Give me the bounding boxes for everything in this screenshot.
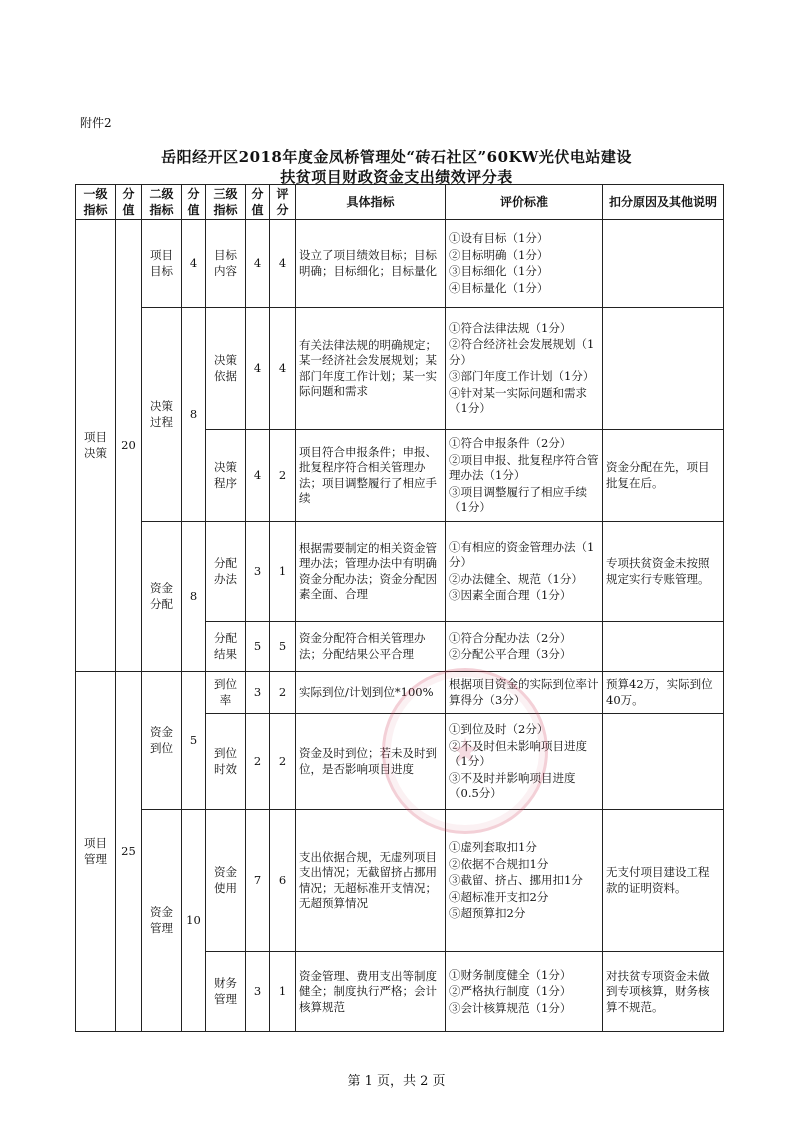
- l2-score: 10: [182, 810, 206, 1032]
- rating: 1: [270, 952, 296, 1032]
- remark: 专项扶贫资金未按照规定实行专账管理。: [603, 522, 724, 622]
- header-score3: 分值: [246, 185, 270, 220]
- l1-name: 项目决策: [76, 220, 116, 672]
- criteria: [446, 622, 603, 672]
- header-score1: 分值: [116, 185, 142, 220]
- remark: 预算42万，实际到位40万。: [603, 672, 724, 714]
- remark: 对扶贫专项资金未做到专项核算，财务核算不规范。: [603, 952, 724, 1032]
- rating: 2: [270, 430, 296, 522]
- rating: 2: [270, 672, 296, 714]
- criteria: [446, 952, 603, 1032]
- header-row: [76, 185, 724, 220]
- rating: 5: [270, 622, 296, 672]
- indicator: 资金管理、费用支出等制度健全；制度执行严格；会计核算规范: [296, 952, 446, 1032]
- l3-score: 2: [246, 714, 270, 810]
- l3-name: 分配结果: [206, 622, 246, 672]
- l3-name: 目标内容: [206, 220, 246, 308]
- criteria-item: ②符合经济社会发展规划（1分）: [449, 337, 595, 367]
- l2-score: 8: [182, 308, 206, 522]
- remark: 无支付项目建设工程款的证明资料。: [603, 810, 724, 952]
- criteria-item: ①符合法律法规（1分）: [449, 320, 572, 335]
- criteria-item: ②分配公平合理（3分）: [449, 647, 572, 662]
- l3-name: 到位率: [206, 672, 246, 714]
- header-score2: 分值: [182, 185, 206, 220]
- table-row: [76, 220, 724, 308]
- attachment-label: 附件2: [80, 116, 112, 130]
- l1-name: 项目管理: [76, 672, 116, 1032]
- l2-score: 8: [182, 522, 206, 672]
- criteria-item: ⑤超预算扣2分: [449, 906, 526, 921]
- criteria-item: ③项目调整履行了相应手续（1分）: [449, 484, 587, 515]
- criteria-item: ④目标量化（1分）: [449, 280, 549, 295]
- criteria-item: ②项目申报、批复程序符合管理办法（1分）: [449, 452, 599, 483]
- criteria-item: ①有相应的资金管理办法（1分）: [449, 539, 595, 570]
- criteria-item: ②办法健全、规范（1分）: [449, 571, 583, 586]
- criteria-item: ③部门年度工作计划（1分）: [449, 369, 595, 384]
- l3-name: 到位时效: [206, 714, 246, 810]
- indicator: 支出依据合规，无虚列项目支出情况；无截留挤占挪用情况；无超标准开支情况；无超预算情况: [296, 810, 446, 952]
- criteria-item: ①虚列套取扣1分: [449, 840, 537, 855]
- l2-score: 5: [182, 672, 206, 810]
- criteria: [446, 714, 603, 810]
- criteria-item: ②依据不合规扣1分: [449, 856, 549, 871]
- l3-score: 4: [246, 308, 270, 430]
- header-level3: 三级指标: [206, 185, 246, 220]
- l3-score: 5: [246, 622, 270, 672]
- rating: 2: [270, 714, 296, 810]
- criteria-item: ④针对某一实际问题和需求（1分）: [449, 385, 587, 416]
- l3-score: 3: [246, 952, 270, 1032]
- table-row: [76, 810, 724, 952]
- criteria: [446, 220, 603, 308]
- criteria-item: ①符合分配办法（2分）: [449, 630, 572, 645]
- remark: 资金分配在先，项目批复在后。: [603, 430, 724, 522]
- l3-score: 4: [246, 220, 270, 308]
- l2-name: 资金管理: [142, 810, 182, 1032]
- rating: 6: [270, 810, 296, 952]
- criteria-item: ②严格执行制度（1分）: [449, 984, 572, 999]
- criteria: [446, 308, 603, 430]
- criteria-item: ①到位及时（2分）: [449, 722, 549, 737]
- l3-score: 4: [246, 430, 270, 522]
- criteria-item: ③会计核算规范（1分）: [449, 1000, 572, 1015]
- table-row: [76, 308, 724, 430]
- rating: 1: [270, 522, 296, 622]
- criteria: [446, 430, 603, 522]
- l3-score: 7: [246, 810, 270, 952]
- l2-name: 资金到位: [142, 672, 182, 810]
- header-criteria: 评价标准: [446, 185, 603, 220]
- page-title-line1: 岳阳经开区2018年度金凤桥管理处“砖石社区”60KW光伏电站建设: [161, 148, 632, 166]
- l3-name: 财务管理: [206, 952, 246, 1032]
- criteria-item: ③目标细化（1分）: [449, 264, 549, 279]
- criteria-item: ②不及时但未影响项目进度（1分）: [449, 738, 587, 769]
- header-level2: 二级指标: [142, 185, 182, 220]
- l1-score: 20: [116, 220, 142, 672]
- table-row: [76, 672, 724, 714]
- page-title-line2: 扶贫项目财政资金支出绩效评分表: [280, 168, 513, 186]
- criteria-item: ①设有目标（1分）: [449, 231, 549, 246]
- l2-name: 资金分配: [142, 522, 182, 672]
- criteria: [446, 672, 603, 714]
- header-indicator: 具体指标: [296, 185, 446, 220]
- criteria-item: ①符合申报条件（2分）: [449, 436, 572, 451]
- indicator: 资金分配符合相关管理办法；分配结果公平合理: [296, 622, 446, 672]
- criteria-item: 根据项目资金的实际到位率计算得分（3分）: [449, 677, 599, 707]
- l3-name: 决策程序: [206, 430, 246, 522]
- evaluation-table: [75, 184, 724, 1032]
- header-rating: 评分: [270, 185, 296, 220]
- l3-name: 资金使用: [206, 810, 246, 952]
- l3-name: 分配办法: [206, 522, 246, 622]
- l3-score: 3: [246, 522, 270, 622]
- indicator: 有关法律法规的明确规定；某一经济社会发展规划；某部门年度工作计划；某一实际问题和需求: [296, 308, 446, 430]
- remark: [603, 714, 724, 810]
- remark: [603, 220, 724, 308]
- page-footer: 第 1 页，共 2 页: [347, 1074, 446, 1089]
- header-remarks: 扣分原因及其他说明: [603, 185, 724, 220]
- l2-name: 决策过程: [142, 308, 182, 522]
- criteria: [446, 522, 603, 622]
- indicator: 实际到位/计划到位*100%: [296, 672, 446, 714]
- criteria-item: ④超标准开支扣2分: [449, 889, 549, 904]
- remark: [603, 308, 724, 430]
- l1-score: 25: [116, 672, 142, 1032]
- l2-name: 项目目标: [142, 220, 182, 308]
- indicator: 资金及时到位；若未及时到位，是否影响项目进度: [296, 714, 446, 810]
- criteria-item: ②目标明确（1分）: [449, 247, 549, 262]
- criteria-item: ③因素全面合理（1分）: [449, 588, 572, 603]
- l3-score: 3: [246, 672, 270, 714]
- header-level1: 一级指标: [76, 185, 116, 220]
- l3-name: 决策依据: [206, 308, 246, 430]
- criteria-item: ③不及时并影响项目进度（0.5分）: [449, 770, 576, 801]
- criteria-item: ③截留、挤占、挪用扣1分: [449, 873, 583, 888]
- table-row: [76, 522, 724, 622]
- rating: 4: [270, 308, 296, 430]
- l2-score: 4: [182, 220, 206, 308]
- indicator: 根据需要制定的相关资金管理办法；管理办法中有明确资金分配办法；资金分配因素全面、合理: [296, 522, 446, 622]
- indicator: 设立了项目绩效目标；目标明确；目标细化；目标量化: [296, 220, 446, 308]
- remark: [603, 622, 724, 672]
- indicator: 项目符合申报条件；申报、批复程序符合相关管理办法；项目调整履行了相应手续: [296, 430, 446, 522]
- criteria-item: ①财务制度健全（1分）: [449, 967, 572, 982]
- criteria: [446, 810, 603, 952]
- rating: 4: [270, 220, 296, 308]
